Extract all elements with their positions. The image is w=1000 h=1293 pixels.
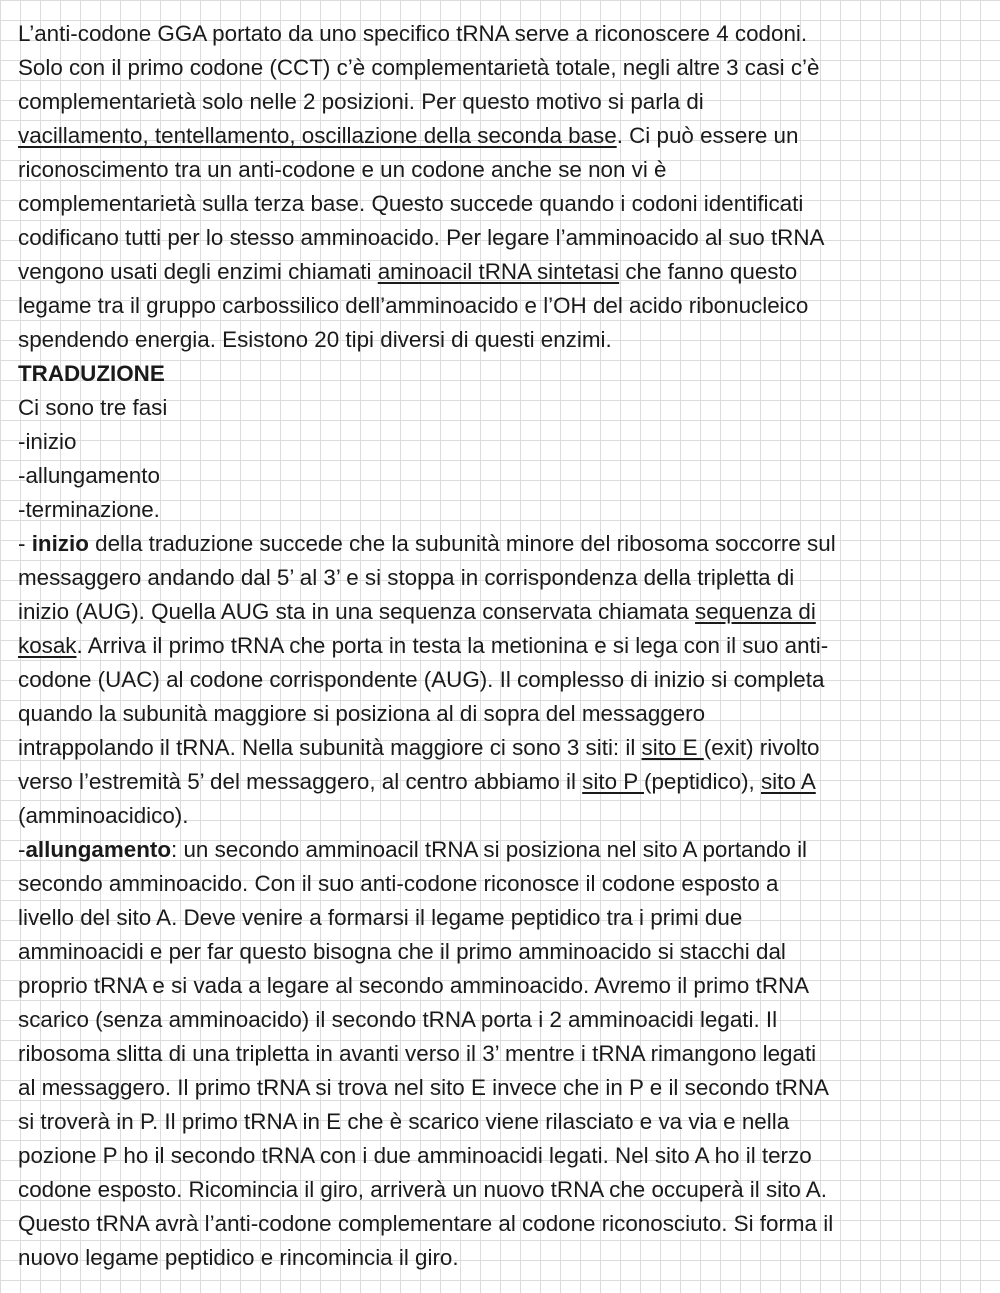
text-line <box>18 697 978 731</box>
text-run: (exit) rivolto <box>703 735 820 760</box>
text-run: vengono usati degli enzimi chiamati <box>18 259 378 284</box>
text-line <box>18 459 978 493</box>
underlined-term: sito A <box>760 769 816 794</box>
text-line <box>18 153 978 187</box>
text-run: -inizio <box>18 429 77 454</box>
text-run: . Ci può essere un <box>616 123 799 148</box>
section-heading: TRADUZIONE <box>18 361 165 386</box>
text-line <box>18 1105 978 1139</box>
text-run: messaggero andando dal 5’ al 3’ e si stoppa in corrispondenza della tripletta di <box>18 565 795 590</box>
text-line <box>18 391 978 425</box>
text-run: : un secondo amminoacil tRNA si posiziona nel sito A portando il <box>171 837 808 862</box>
notes-page <box>18 17 978 1275</box>
text-run: amminoacidi e per far questo bisogna che il primo amminoacido si stacchi dal <box>18 939 786 964</box>
underlined-term: sito E <box>641 735 704 760</box>
text-line <box>18 731 978 765</box>
text-run: - <box>18 531 32 556</box>
text-line <box>18 51 978 85</box>
text-run: codone esposto. Ricomincia il giro, arriverà un nuovo tRNA che occuperà il sito A. <box>18 1177 827 1202</box>
text-line <box>18 833 978 867</box>
text-run: -terminazione. <box>18 497 160 522</box>
text-line <box>18 357 978 391</box>
text-run: si troverà in P. Il primo tRNA in E che è scarico viene rilasciato e va via e nella <box>18 1109 790 1134</box>
text-run: legame tra il gruppo carbossilico dell’amminoacido e l’OH del acido ribonucleico <box>18 293 809 318</box>
text-run: complementarietà sulla terza base. Questo succede quando i codoni identificati <box>18 191 804 216</box>
text-line <box>18 765 978 799</box>
text-run: -allungamento <box>18 463 160 488</box>
text-line <box>18 595 978 629</box>
text-line <box>18 493 978 527</box>
bold-term: allungamento <box>25 837 172 862</box>
text-line <box>18 425 978 459</box>
text-line <box>18 17 978 51</box>
text-run: inizio (AUG). Quella AUG sta in una sequenza conservata chiamata <box>18 599 696 624</box>
text-run: riconoscimento tra un anti-codone e un codone anche se non vi è <box>18 157 667 182</box>
text-run: al messaggero. Il primo tRNA si trova nel sito E invece che in P e il secondo tRNA <box>18 1075 829 1100</box>
text-run: . Arriva il primo tRNA che porta in testa la metionina e si lega con il suo anti- <box>76 633 829 658</box>
text-line <box>18 935 978 969</box>
text-run: Questo tRNA avrà l’anti-codone complementare al codone riconosciuto. Si forma il <box>18 1211 834 1236</box>
text-run: livello del sito A. Deve venire a formarsi il legame peptidico tra i primi due <box>18 905 743 930</box>
text-line <box>18 119 978 153</box>
text-line <box>18 1139 978 1173</box>
text-line <box>18 527 978 561</box>
text-run: Ci sono tre fasi <box>18 395 168 420</box>
text-line <box>18 663 978 697</box>
underlined-term: sito P <box>582 769 644 794</box>
underlined-term: sequenza di <box>695 599 816 624</box>
text-line <box>18 1173 978 1207</box>
text-run: (amminoacidico). <box>18 803 189 828</box>
text-line <box>18 1241 978 1275</box>
text-run: quando la subunità maggiore si posiziona al di sopra del messaggero <box>18 701 706 726</box>
text-line <box>18 901 978 935</box>
text-line <box>18 289 978 323</box>
text-run: codificano tutti per lo stesso amminoacido. Per legare l’amminoacido al suo tRNA <box>18 225 825 250</box>
text-run: della traduzione succede che la subunità minore del ribosoma soccorre sul <box>88 531 836 556</box>
text-line <box>18 799 978 833</box>
text-line <box>18 323 978 357</box>
text-run: scarico (senza amminoacido) il secondo tRNA porta i 2 amminoacidi legati. Il <box>18 1007 778 1032</box>
text-run: - <box>18 837 26 862</box>
text-run: L’anti-codone GGA portato da uno specifico tRNA serve a riconoscere 4 codoni. <box>18 21 808 46</box>
text-line <box>18 255 978 289</box>
text-run: nuovo legame peptidico e rincomincia il giro. <box>18 1245 459 1270</box>
text-run: spendendo energia. Esistono 20 tipi diversi di questi enzimi. <box>18 327 612 352</box>
text-line <box>18 969 978 1003</box>
text-run: verso l’estremità 5’ del messaggero, al centro abbiamo il <box>18 769 583 794</box>
text-line <box>18 1003 978 1037</box>
text-line <box>18 561 978 595</box>
text-line <box>18 629 978 663</box>
text-line <box>18 85 978 119</box>
text-run: (peptidico), <box>644 769 761 794</box>
underlined-term: vacillamento, tentellamento, oscillazione della seconda base <box>18 123 617 148</box>
text-line <box>18 867 978 901</box>
text-line <box>18 187 978 221</box>
text-run: codone (UAC) al codone corrispondente (AUG). Il complesso di inizio si completa <box>18 667 825 692</box>
text-line <box>18 1207 978 1241</box>
text-run: complementarietà solo nelle 2 posizioni. Per questo motivo si parla di <box>18 89 704 114</box>
underlined-term: kosak <box>18 633 77 658</box>
text-run: proprio tRNA e si vada a legare al secondo amminoacido. Avremo il primo tRNA <box>18 973 810 998</box>
text-run: che fanno questo <box>619 259 798 284</box>
text-run: intrappolando il tRNA. Nella subunità maggiore ci sono 3 siti: il <box>18 735 642 760</box>
text-run: ribosoma slitta di una tripletta in avanti verso il 3’ mentre i tRNA rimangono legati <box>18 1041 817 1066</box>
underlined-term: aminoacil tRNA sintetasi <box>377 259 620 284</box>
text-line <box>18 1037 978 1071</box>
text-line <box>18 1071 978 1105</box>
text-run: Solo con il primo codone (CCT) c’è complementarietà totale, negli altre 3 casi c’è <box>18 55 820 80</box>
text-line <box>18 221 978 255</box>
text-run: pozione P ho il secondo tRNA con i due amminoacidi legati. Nel sito A ho il terzo <box>18 1143 812 1168</box>
bold-term: inizio <box>31 531 89 556</box>
text-run: secondo amminoacido. Con il suo anti-codone riconosce il codone esposto a <box>18 871 779 896</box>
